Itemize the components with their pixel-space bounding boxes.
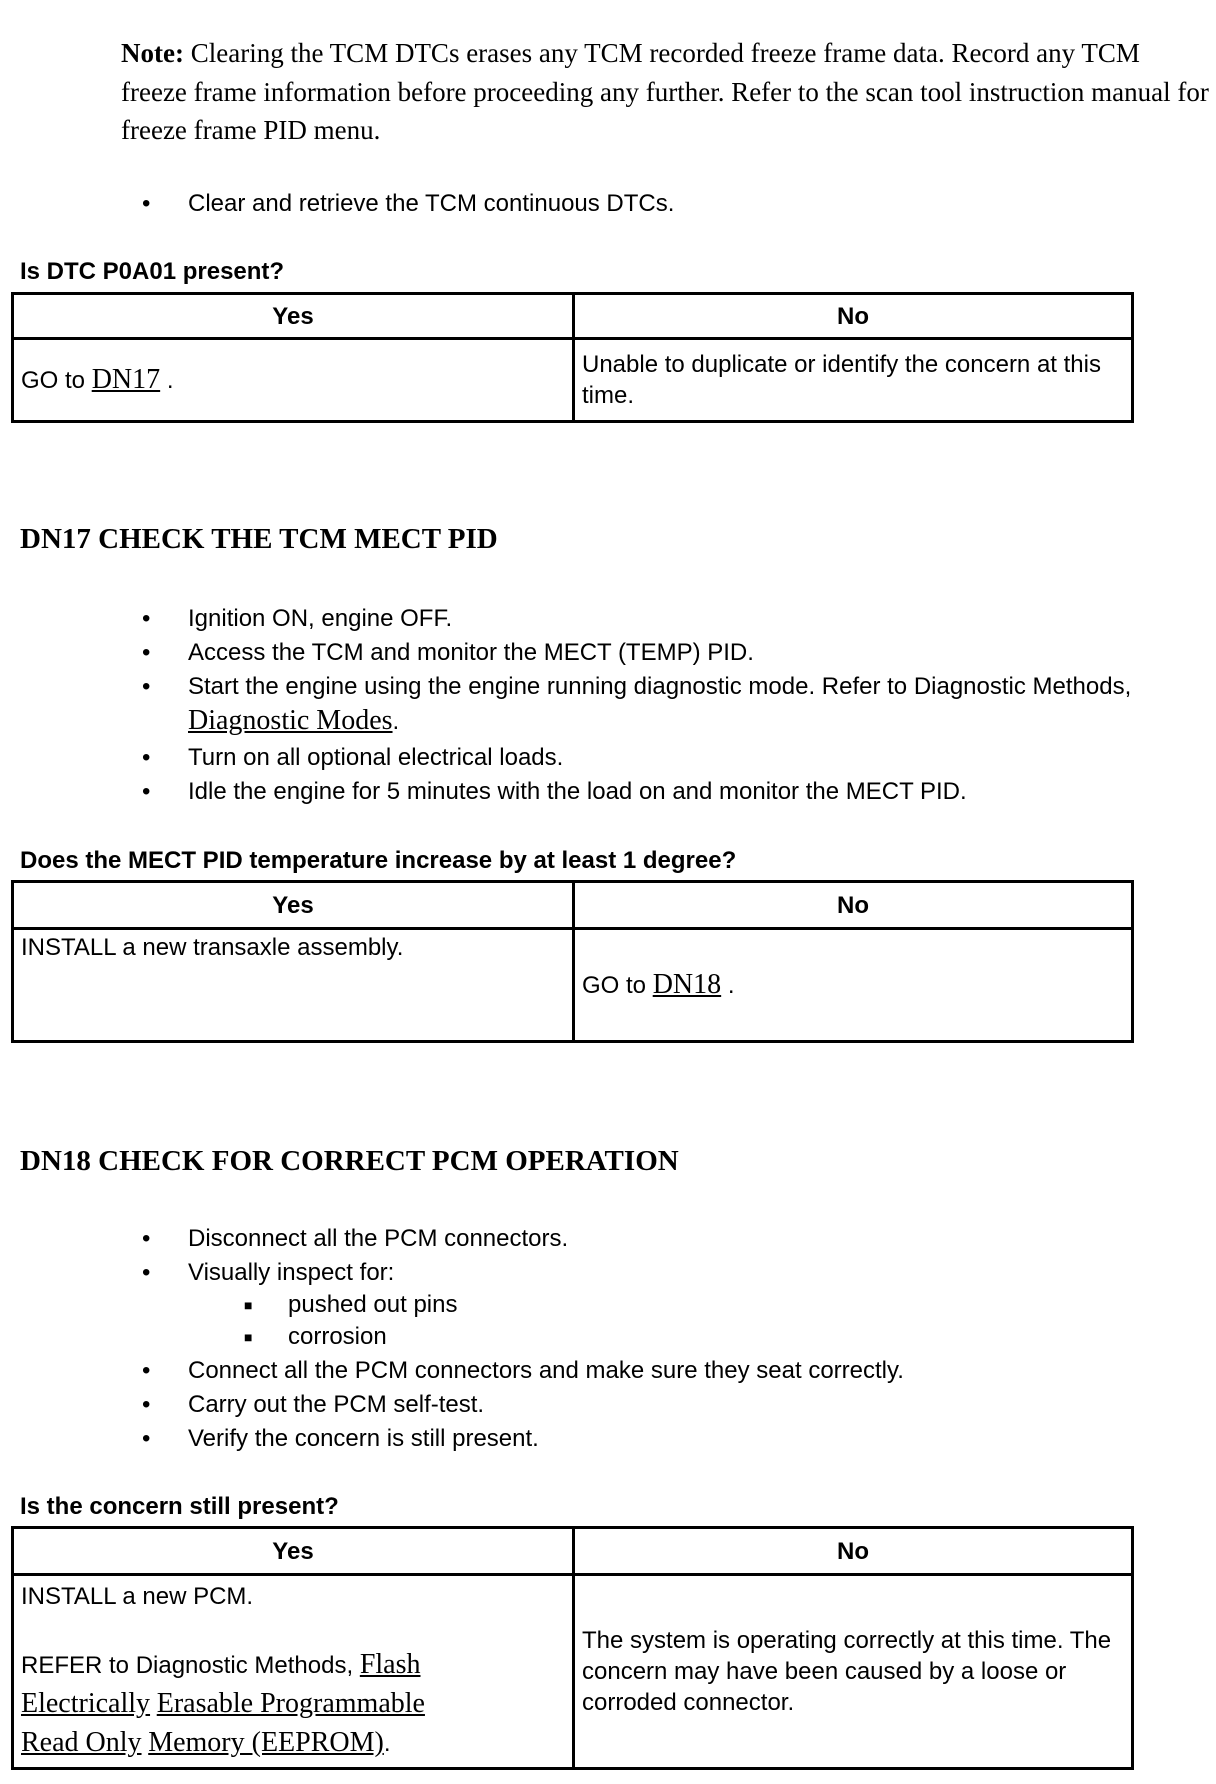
bullet-item: • Disconnect all the PCM connectors.	[142, 1225, 569, 1252]
note-paragraph	[121, 34, 1211, 150]
yes-header: Yes	[13, 1528, 574, 1575]
yes-cell: INSTALL a new PCM. REFER to Diagnostic Methods, Flash Electrically Erasable Programmable Read Only Memory (EEPROM).	[13, 1575, 574, 1769]
bullet-item: • Turn on all optional electrical loads.	[142, 744, 564, 771]
question-3: Is the concern still present?	[20, 1493, 339, 1520]
yes-cell: GO to DN17 .	[13, 339, 574, 422]
yes-cell: INSTALL a new transaxle assembly.	[13, 929, 574, 1042]
bullet-item: • Clear and retrieve the TCM continuous DTCs.	[142, 190, 675, 217]
question-2: Does the MECT PID temperature increase by at least 1 degree?	[20, 847, 737, 874]
bullet-item: • Verify the concern is still present.	[142, 1425, 539, 1452]
bullet-item: • Visually inspect for:	[142, 1259, 395, 1286]
question-1-table	[11, 292, 1134, 423]
no-cell: GO to DN18 .	[574, 929, 1133, 1042]
bullet-item: • Ignition ON, engine OFF.	[142, 605, 453, 632]
dn17-heading: DN17 CHECK THE TCM MECT PID	[20, 523, 498, 555]
no-cell: Unable to duplicate or identify the concern at this time.	[574, 339, 1133, 422]
note-label: Note:	[121, 38, 184, 68]
link-read-only[interactable]: Read Only	[21, 1727, 142, 1758]
sub-bullet-item: ■ corrosion	[244, 1323, 387, 1350]
link-electrically[interactable]: Electrically	[21, 1688, 151, 1719]
link-diagnostic-modes[interactable]: Diagnostic Modes	[188, 705, 393, 736]
yes-header: Yes	[13, 882, 574, 929]
link-dn18[interactable]: DN18	[652, 969, 722, 1000]
bullet-item: • Start the engine using the engine running diagnostic mode. Refer to Diagnostic Methods, Diagnostic Modes.	[142, 673, 1132, 736]
no-cell: The system is operating correctly at this time. The concern may have been caused by a loose or corroded connector.	[574, 1575, 1133, 1769]
dn18-heading: DN18 CHECK FOR CORRECT PCM OPERATION	[20, 1145, 679, 1177]
link-memory-eeprom[interactable]: Memory (EEPROM)	[148, 1727, 384, 1758]
bullet-item: • Carry out the PCM self-test.	[142, 1391, 485, 1418]
bullet-item: • Idle the engine for 5 minutes with the load on and monitor the MECT PID.	[142, 778, 967, 805]
question-3-table	[11, 1526, 1134, 1770]
bullet-item: • Access the TCM and monitor the MECT (TEMP) PID.	[142, 639, 754, 666]
no-header: No	[574, 294, 1133, 339]
yes-header: Yes	[13, 294, 574, 339]
link-flash[interactable]: Flash	[359, 1649, 421, 1680]
note-text: Clearing the TCM DTCs erases any TCM recorded freeze frame data. Record any TCM freeze frame information before proceeding any further. Refer to the scan tool instruction manual for freeze frame PID menu.	[121, 38, 1209, 145]
sub-bullet-item: ■ pushed out pins	[244, 1291, 458, 1318]
bullet-item: • Connect all the PCM connectors and make sure they seat correctly.	[142, 1357, 904, 1384]
question-2-table	[11, 880, 1134, 1043]
no-header: No	[574, 1528, 1133, 1575]
question-1: Is DTC P0A01 present?	[20, 258, 285, 285]
no-header: No	[574, 882, 1133, 929]
link-erasable-programmable[interactable]: Erasable Programmable	[156, 1688, 425, 1719]
link-dn17[interactable]: DN17	[91, 364, 161, 395]
